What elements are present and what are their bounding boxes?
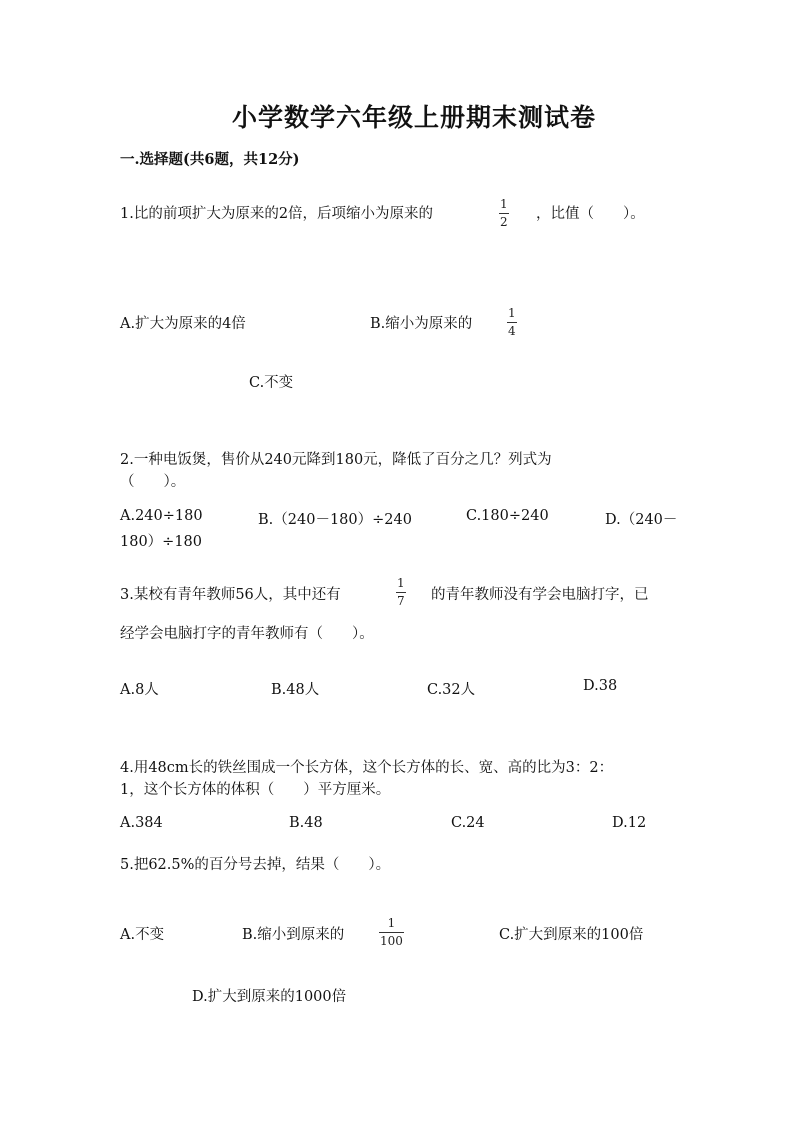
question-1-fraction (499, 198, 509, 229)
question-1-text: 1.比的前项扩大为原来的2倍，后项缩小为原来的 (120, 206, 434, 222)
fraction-bar (396, 592, 406, 593)
option-a: A.240÷180 (120, 508, 203, 524)
option-b: B.（240－180）÷240 (258, 512, 412, 528)
fraction-denominator: 100 (380, 934, 403, 948)
option-b: B.48人 (271, 682, 320, 698)
option-d: D.（240－ (605, 512, 678, 528)
option-a: A.扩大为原来的4倍 (120, 316, 246, 332)
fraction-denominator: 7 (397, 594, 405, 608)
option-d-continued: 180）÷180 (120, 534, 203, 550)
question-3-text-tail: 的青年教师没有学会电脑打字，已 (431, 587, 649, 603)
fraction-bar (507, 322, 517, 323)
option-c: C.不变 (249, 375, 294, 391)
option-b: B.48 (289, 815, 323, 831)
fraction-denominator: 4 (508, 324, 516, 338)
option-d: D.扩大到原来的1000倍 (192, 989, 347, 1005)
fraction-bar (499, 213, 509, 214)
option-b: B.缩小为原来的 (370, 316, 473, 332)
page-title: 小学数学六年级上册期末测试卷 (232, 103, 597, 132)
question-4-line-2: 1，这个长方体的体积（ ）平方厘米。 (120, 782, 391, 798)
option-a: A.384 (120, 815, 163, 831)
option-c: C.32人 (427, 682, 476, 698)
question-2-line-1: 2.一种电饭煲，售价从240元降到180元，降低了百分之几？列式为 (120, 452, 552, 468)
option-a: A.8人 (120, 682, 159, 698)
fraction-numerator: 1 (397, 576, 405, 590)
option-c: C.扩大到原来的100倍 (499, 927, 644, 943)
option-b-fraction (379, 917, 404, 948)
question-3-fraction (396, 577, 406, 608)
fraction-numerator: 1 (500, 197, 508, 211)
question-2-line-2: （ ）。 (120, 474, 186, 490)
question-3-line-2: 经学会电脑打字的青年教师有（ ）。 (120, 626, 374, 642)
question-4-line-1: 4.用48cm长的铁丝围成一个长方体，这个长方体的长、宽、高的比为3：2： (120, 760, 614, 776)
fraction-bar (379, 932, 404, 933)
fraction-denominator: 2 (500, 215, 508, 229)
option-c: C.180÷240 (466, 508, 549, 524)
option-b: B.缩小到原来的 (242, 927, 345, 943)
question-5-text: 5.把62.5%的百分号去掉，结果（ ）。 (120, 857, 391, 873)
fraction-numerator: 1 (387, 916, 396, 930)
option-d: D.12 (612, 815, 647, 831)
option-a: A.不变 (120, 927, 165, 943)
option-b-fraction (507, 307, 517, 338)
question-3-text: 3.某校有青年教师56人，其中还有 (120, 587, 341, 603)
option-d: D.38 (583, 678, 618, 694)
section-heading: 一.选择题(共6题，共12分) (120, 151, 300, 168)
option-c: C.24 (451, 815, 485, 831)
question-1-text-tail: ，比值（ ）。 (536, 206, 645, 222)
fraction-numerator: 1 (508, 306, 516, 320)
